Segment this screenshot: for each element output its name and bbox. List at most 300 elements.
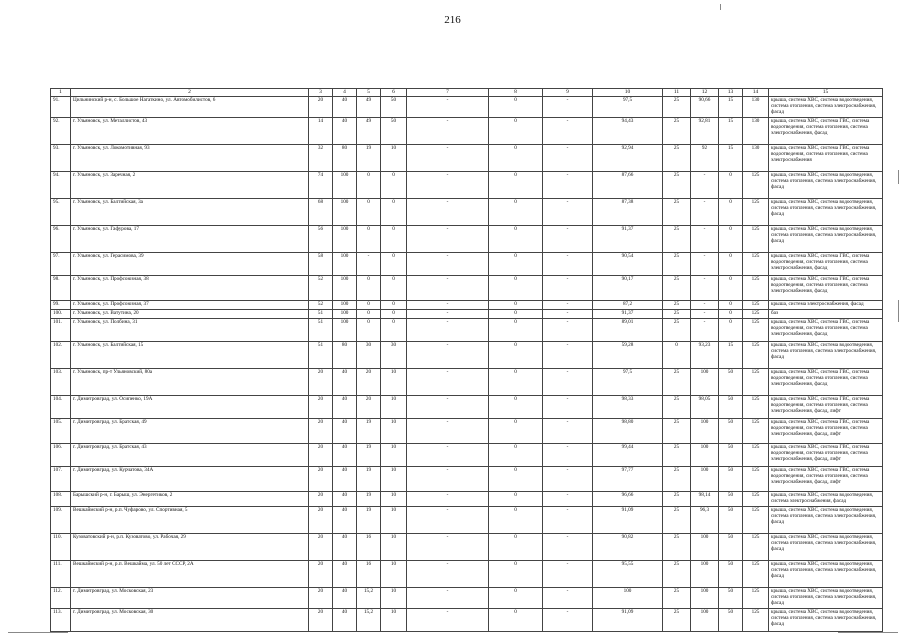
table-cell: 0 xyxy=(489,534,543,561)
works-cell: крыша, система ХВС, система ГВС, система водоотведения, система отопления, система электроснабжения, фасад xyxy=(769,118,883,145)
column-header: 2 xyxy=(71,89,309,97)
table-cell: 14 xyxy=(309,118,333,145)
table-cell: 0 xyxy=(489,507,543,534)
table-cell: 97,77 xyxy=(593,467,663,492)
table-cell: 100 xyxy=(333,310,357,319)
table-cell: - xyxy=(543,145,593,172)
table-cell: 0 xyxy=(489,609,543,632)
table-cell: 40 xyxy=(333,492,357,507)
table-cell: - xyxy=(543,226,593,253)
table-cell: 50 xyxy=(719,492,743,507)
table-cell: - xyxy=(543,467,593,492)
table-cell: 20 xyxy=(309,609,333,632)
table-cell: 125 xyxy=(743,534,769,561)
table-cell: 125 xyxy=(743,226,769,253)
table-cell: - xyxy=(407,396,489,419)
table-cell: 0 xyxy=(489,492,543,507)
works-cell: крыша, система ХВС, система водоотведения, система отопления, система электроснабжения, фасад xyxy=(769,199,883,226)
table-cell: 100 xyxy=(691,419,719,444)
address-cell: г. Ульяновск, ул. Локомотивная, 93 xyxy=(71,145,309,172)
row-number: 92. xyxy=(51,118,71,145)
table-cell: 50 xyxy=(719,396,743,419)
table-cell: 15 xyxy=(719,342,743,369)
table-cell: 125 xyxy=(743,419,769,444)
table-cell: 50 xyxy=(719,419,743,444)
table-cell: 20 xyxy=(309,561,333,588)
row-number: 100. xyxy=(51,310,71,319)
table-cell: 0 xyxy=(381,226,407,253)
row-number: 102. xyxy=(51,342,71,369)
housing-repair-table xyxy=(50,88,883,632)
table-row xyxy=(51,97,883,118)
table-cell: 25 xyxy=(663,226,691,253)
row-number: 111. xyxy=(51,561,71,588)
table-cell: 20 xyxy=(309,534,333,561)
table-cell: 52 xyxy=(309,301,333,310)
column-header: 14 xyxy=(743,89,769,97)
table-cell: 0 xyxy=(719,310,743,319)
table-cell: 125 xyxy=(743,319,769,342)
row-number: 104. xyxy=(51,396,71,419)
address-cell: г. Димитровград, ул. Братская, 43 xyxy=(71,444,309,467)
table-cell: 50 xyxy=(719,507,743,534)
page-number: 216 xyxy=(444,14,461,26)
table-cell: 91,09 xyxy=(593,507,663,534)
table-cell: - xyxy=(407,199,489,226)
table-cell: - xyxy=(407,467,489,492)
works-cell: крыша, система ХВС, система ГВС, система водоотведения, система отопления, система электроснабжения, фасад, лифт xyxy=(769,419,883,444)
table-cell: - xyxy=(691,226,719,253)
table-cell: 10 xyxy=(381,419,407,444)
table-cell: 96,66 xyxy=(593,492,663,507)
table-cell: 0 xyxy=(489,118,543,145)
table-cell: 87,38 xyxy=(593,199,663,226)
table-row xyxy=(51,588,883,609)
works-cell: крыша, система ХВС, система ГВС, система водоотведения, система отопления, система электроснабжения, фасад, лифт xyxy=(769,396,883,419)
table-cell: 0 xyxy=(719,301,743,310)
table-cell: 0 xyxy=(357,199,381,226)
address-cell: г. Ульяновск, ул. Полбина, 31 xyxy=(71,319,309,342)
table-cell: 68 xyxy=(309,199,333,226)
table-cell: 125 xyxy=(743,172,769,199)
table-cell: 49 xyxy=(357,118,381,145)
address-cell: г. Ульяновск, ул. Ватутина, 20 xyxy=(71,310,309,319)
table-cell: 15 xyxy=(719,118,743,145)
address-cell: г. Ульяновск, ул. Заречная, 2 xyxy=(71,172,309,199)
address-cell: г. Ульяновск, пр-т Ульяновский, 80а xyxy=(71,369,309,396)
table-cell: 80 xyxy=(333,145,357,172)
row-number: 105. xyxy=(51,419,71,444)
table-cell: 20 xyxy=(309,97,333,118)
table-cell: 19 xyxy=(357,419,381,444)
table-cell: 10 xyxy=(381,534,407,561)
table-cell: 0 xyxy=(381,172,407,199)
table-cell: 0 xyxy=(719,276,743,301)
table-row xyxy=(51,301,883,310)
table-row xyxy=(51,534,883,561)
table-cell: 125 xyxy=(743,507,769,534)
works-cell: крыша, система ХВС, система водоотведения, система отопления, система электроснабжения, фасад xyxy=(769,226,883,253)
address-cell: г. Ульяновск, ул. Гафурова, 17 xyxy=(71,226,309,253)
table-cell: 56 xyxy=(309,226,333,253)
table-cell: 20 xyxy=(357,369,381,396)
table-cell: - xyxy=(543,492,593,507)
table-cell: 0 xyxy=(357,319,381,342)
table-cell: 25 xyxy=(663,310,691,319)
table-cell: 0 xyxy=(489,369,543,396)
table-cell: - xyxy=(691,172,719,199)
works-cell: крыша, система ХВС, система водоотведения, система отопления, система электроснабжения, фасад xyxy=(769,172,883,199)
works-cell: крыша, система ХВС, система ГВС, система водоотведения, система отопления, система электроснабжения, фасад xyxy=(769,253,883,276)
table-cell: 40 xyxy=(333,419,357,444)
table-cell: 0 xyxy=(489,467,543,492)
table-cell: 100 xyxy=(333,319,357,342)
table-row xyxy=(51,172,883,199)
table-cell: 40 xyxy=(333,609,357,632)
table-cell: 0 xyxy=(381,276,407,301)
table-cell: - xyxy=(543,172,593,199)
table-cell: 25 xyxy=(663,276,691,301)
table-cell: 95,55 xyxy=(593,561,663,588)
table-cell: 50 xyxy=(719,534,743,561)
table-cell: 0 xyxy=(489,276,543,301)
table-cell: 10 xyxy=(381,492,407,507)
table-cell: 0 xyxy=(357,172,381,199)
table-cell: 50 xyxy=(381,118,407,145)
table-cell: 0 xyxy=(381,199,407,226)
row-number: 103. xyxy=(51,369,71,396)
table-cell: 20 xyxy=(357,396,381,419)
table-cell: - xyxy=(407,588,489,609)
table-cell: - xyxy=(543,199,593,226)
table-cell: 25 xyxy=(663,444,691,467)
table-cell: 0 xyxy=(719,199,743,226)
table-row xyxy=(51,467,883,492)
table-cell: 0 xyxy=(489,561,543,588)
column-header: 9 xyxy=(543,89,593,97)
table-cell: 92,81 xyxy=(691,118,719,145)
table-cell: 20 xyxy=(309,419,333,444)
column-header: 1 xyxy=(51,89,71,97)
table-cell: - xyxy=(543,609,593,632)
row-number: 108. xyxy=(51,492,71,507)
table-cell: - xyxy=(691,276,719,301)
table-cell: 20 xyxy=(309,396,333,419)
table-cell: 100 xyxy=(691,609,719,632)
table-cell: 100 xyxy=(333,253,357,276)
row-number: 99. xyxy=(51,301,71,310)
table-cell: 100 xyxy=(333,172,357,199)
table-cell: 20 xyxy=(309,507,333,534)
scan-mark-right-2 xyxy=(898,300,899,322)
table-cell: 130 xyxy=(743,145,769,172)
table-cell: - xyxy=(543,301,593,310)
address-cell: г. Димитровград, ул. Братская, 49 xyxy=(71,419,309,444)
table-cell: 90,82 xyxy=(593,534,663,561)
table-cell: 40 xyxy=(333,97,357,118)
table-cell: 100 xyxy=(691,369,719,396)
table-cell: 25 xyxy=(663,588,691,609)
table-cell: - xyxy=(543,588,593,609)
table-row xyxy=(51,507,883,534)
table-cell: 100 xyxy=(691,534,719,561)
table-cell: 50 xyxy=(719,467,743,492)
table-cell: 0 xyxy=(381,253,407,276)
table-cell: 25 xyxy=(663,172,691,199)
table-cell: 125 xyxy=(743,492,769,507)
table-cell: 40 xyxy=(333,561,357,588)
row-number: 106. xyxy=(51,444,71,467)
table-cell: 0 xyxy=(719,319,743,342)
works-cell: крыша, система ХВС, система ГВС, система водоотведения, система отопления, система электроснабжения, фасад xyxy=(769,276,883,301)
address-cell: г. Димитровград, ул. Осипенко, 19А xyxy=(71,396,309,419)
table-cell: 10 xyxy=(381,609,407,632)
column-header: 6 xyxy=(381,89,407,97)
table-cell: 0 xyxy=(489,301,543,310)
works-cell: крыша, система ХВС, система водоотведения, система отопления, система электроснабжения, фасад xyxy=(769,97,883,118)
table-row xyxy=(51,226,883,253)
table-cell: 91,37 xyxy=(593,310,663,319)
table-cell: 130 xyxy=(743,97,769,118)
table-cell: 125 xyxy=(743,609,769,632)
table-cell: - xyxy=(543,369,593,396)
table-cell: 97,5 xyxy=(593,369,663,396)
works-cell: крыша, система ХВС, система водоотведения, система отопления, система электроснабжения, фасад xyxy=(769,342,883,369)
works-cell: крыша, система ХВС, система водоотведения, система электроснабжения, фасад xyxy=(769,492,883,507)
row-number: 96. xyxy=(51,226,71,253)
row-number: 107. xyxy=(51,467,71,492)
table-cell: 20 xyxy=(309,492,333,507)
works-cell: крыша, система ХВС, система ГВС, система водоотведения, система отопления, система электроснабжения, фасад xyxy=(769,319,883,342)
address-cell: г. Ульяновск, ул. Балтийская, 15 xyxy=(71,342,309,369)
table-cell: 25 xyxy=(663,507,691,534)
table-cell: 125 xyxy=(743,301,769,310)
table-cell: 0 xyxy=(489,444,543,467)
table-cell: 30 xyxy=(381,342,407,369)
table-cell: 16 xyxy=(357,534,381,561)
table-cell: 100 xyxy=(333,276,357,301)
table-cell: - xyxy=(407,301,489,310)
table-cell: 51 xyxy=(309,319,333,342)
table-cell: 40 xyxy=(333,118,357,145)
table-cell: 90,66 xyxy=(691,97,719,118)
row-number: 95. xyxy=(51,199,71,226)
table-cell: 91,09 xyxy=(593,609,663,632)
table-cell: - xyxy=(543,342,593,369)
works-cell: крыша, система ХВС, система водоотведения, система отопления, система электроснабжения, фасад xyxy=(769,609,883,632)
table-cell: 10 xyxy=(381,396,407,419)
table-cell: 40 xyxy=(333,396,357,419)
table-row xyxy=(51,492,883,507)
table-cell: 16 xyxy=(357,561,381,588)
table-row xyxy=(51,276,883,301)
works-cell: баз xyxy=(769,310,883,319)
table-cell: 125 xyxy=(743,467,769,492)
table-cell: - xyxy=(543,561,593,588)
table-cell: 50 xyxy=(719,609,743,632)
table-cell: 0 xyxy=(663,342,691,369)
table-cell: 98,14 xyxy=(691,492,719,507)
table-cell: 125 xyxy=(743,396,769,419)
table-row xyxy=(51,310,883,319)
table-cell: 93,23 xyxy=(691,342,719,369)
table-cell: - xyxy=(691,301,719,310)
table-cell: 50 xyxy=(719,588,743,609)
table-cell: 0 xyxy=(489,199,543,226)
table-cell: - xyxy=(407,319,489,342)
table-cell: 98,33 xyxy=(593,396,663,419)
table-cell: 125 xyxy=(743,561,769,588)
table-cell: 0 xyxy=(381,310,407,319)
table-row xyxy=(51,609,883,632)
table-cell: 40 xyxy=(333,444,357,467)
column-header: 10 xyxy=(593,89,663,97)
table-cell: - xyxy=(691,319,719,342)
table-cell: 25 xyxy=(663,561,691,588)
table-cell: 49 xyxy=(357,97,381,118)
table-cell: - xyxy=(407,145,489,172)
table-cell: 100 xyxy=(333,226,357,253)
table-cell: 25 xyxy=(663,319,691,342)
table-cell: 25 xyxy=(663,609,691,632)
table-row xyxy=(51,369,883,396)
column-header: 7 xyxy=(407,89,489,97)
scan-mark-top-right xyxy=(720,4,721,10)
row-number: 91. xyxy=(51,97,71,118)
row-number: 94. xyxy=(51,172,71,199)
table-cell: 130 xyxy=(743,118,769,145)
table-cell: 50 xyxy=(719,444,743,467)
column-header: 3 xyxy=(309,89,333,97)
address-cell: Кузоватовский р-н, р.п. Кузоватово, ул. Рабочая, 29 xyxy=(71,534,309,561)
table-cell: 0 xyxy=(381,319,407,342)
address-cell: г. Димитровград, ул. Московская, 30 xyxy=(71,609,309,632)
table-cell: 100 xyxy=(691,444,719,467)
table-cell: 74 xyxy=(309,172,333,199)
table-cell: - xyxy=(543,253,593,276)
table-cell: 10 xyxy=(381,467,407,492)
table-row xyxy=(51,199,883,226)
table-cell: - xyxy=(407,507,489,534)
table-row xyxy=(51,319,883,342)
table-cell: 40 xyxy=(333,467,357,492)
table-cell: 19 xyxy=(357,507,381,534)
table-cell: - xyxy=(691,310,719,319)
table-cell: 89,01 xyxy=(593,319,663,342)
works-cell: крыша, система ХВС, система водоотведения, система отопления, система электроснабжения, фасад xyxy=(769,588,883,609)
table-cell: - xyxy=(543,419,593,444)
works-cell: крыша, система ХВС, система ГВС, система водоотведения, система отопления, система электроснабжения, фасад xyxy=(769,369,883,396)
table-cell: 0 xyxy=(489,419,543,444)
table-cell: 25 xyxy=(663,199,691,226)
table-cell: 59,28 xyxy=(593,342,663,369)
table-cell: 25 xyxy=(663,118,691,145)
table-cell: 0 xyxy=(719,253,743,276)
works-cell: крыша, система ХВС, система ГВС, система водоотведения, система отопления, система электроснабжения, фасад, лифт xyxy=(769,444,883,467)
table-cell: 100 xyxy=(691,588,719,609)
address-cell: г. Димитровград, ул. Московская, 23 xyxy=(71,588,309,609)
column-header: 5 xyxy=(357,89,381,97)
table-row xyxy=(51,145,883,172)
table-cell: 0 xyxy=(357,276,381,301)
table-cell: - xyxy=(407,492,489,507)
header-row xyxy=(51,89,883,97)
table-cell: 125 xyxy=(743,276,769,301)
table-cell: - xyxy=(543,310,593,319)
table-body xyxy=(51,97,883,632)
table-cell: 0 xyxy=(719,226,743,253)
table-cell: 20 xyxy=(309,467,333,492)
table-cell: 87,2 xyxy=(593,301,663,310)
table-cell: 15,2 xyxy=(357,588,381,609)
table-cell: - xyxy=(407,369,489,396)
table-cell: - xyxy=(407,226,489,253)
table-cell: 80 xyxy=(333,342,357,369)
table-cell: 91,37 xyxy=(593,226,663,253)
table-cell: 125 xyxy=(743,199,769,226)
table-cell: - xyxy=(543,276,593,301)
table-cell: - xyxy=(543,118,593,145)
table-cell: 10 xyxy=(381,369,407,396)
row-number: 110. xyxy=(51,534,71,561)
table-cell: 50 xyxy=(381,97,407,118)
table-cell: 58 xyxy=(309,253,333,276)
table-cell: 25 xyxy=(663,534,691,561)
address-cell: г. Ульяновск, ул. Профсоюзная, 37 xyxy=(71,301,309,310)
table-cell: 0 xyxy=(489,588,543,609)
table-cell: - xyxy=(543,319,593,342)
table-cell: 92,94 xyxy=(593,145,663,172)
table-cell: 19 xyxy=(357,145,381,172)
table-cell: 100 xyxy=(593,588,663,609)
table-cell: 0 xyxy=(489,145,543,172)
table-cell: 125 xyxy=(743,444,769,467)
works-cell: крыша, система ХВС, система водоотведения, система отопления, система электроснабжения, фасад xyxy=(769,507,883,534)
table-cell: 50 xyxy=(719,561,743,588)
table-cell: 52 xyxy=(309,276,333,301)
table-cell: 20 xyxy=(309,444,333,467)
address-cell: Вешкаймский р-н, р.п. Чуфарово, ул. Спортивная, 5 xyxy=(71,507,309,534)
table-cell: 125 xyxy=(743,310,769,319)
works-cell: крыша, система электроснабжения, фасад xyxy=(769,301,883,310)
scan-mark-bottom-left xyxy=(8,632,68,633)
scan-mark-right-1 xyxy=(898,170,899,184)
works-cell: крыша, система ХВС, система ГВС, система водоотведения, система отопления, система электроснабжения, фасад, лифт xyxy=(769,467,883,492)
table-cell: 25 xyxy=(663,419,691,444)
table-cell: - xyxy=(543,534,593,561)
table-cell: 25 xyxy=(663,467,691,492)
table-cell: 25 xyxy=(663,97,691,118)
table-cell: - xyxy=(407,118,489,145)
table-cell: 92 xyxy=(691,145,719,172)
table-cell: - xyxy=(543,444,593,467)
works-cell: крыша, система ХВС, система водоотведения, система отопления, система электроснабжения, фасад xyxy=(769,534,883,561)
table-cell: 15,2 xyxy=(357,609,381,632)
table-cell: 0 xyxy=(489,253,543,276)
table-cell: 19 xyxy=(357,444,381,467)
table-cell: 10 xyxy=(381,444,407,467)
address-cell: г. Ульяновск, ул. Балтийская, 3а xyxy=(71,199,309,226)
table-cell: 10 xyxy=(381,145,407,172)
table-cell: - xyxy=(407,419,489,444)
table-cell: 25 xyxy=(663,253,691,276)
table-cell: 0 xyxy=(489,226,543,253)
table-cell: 40 xyxy=(333,588,357,609)
row-number: 113. xyxy=(51,609,71,632)
column-header: 13 xyxy=(719,89,743,97)
table-cell: 125 xyxy=(743,342,769,369)
table-cell: 100 xyxy=(691,561,719,588)
